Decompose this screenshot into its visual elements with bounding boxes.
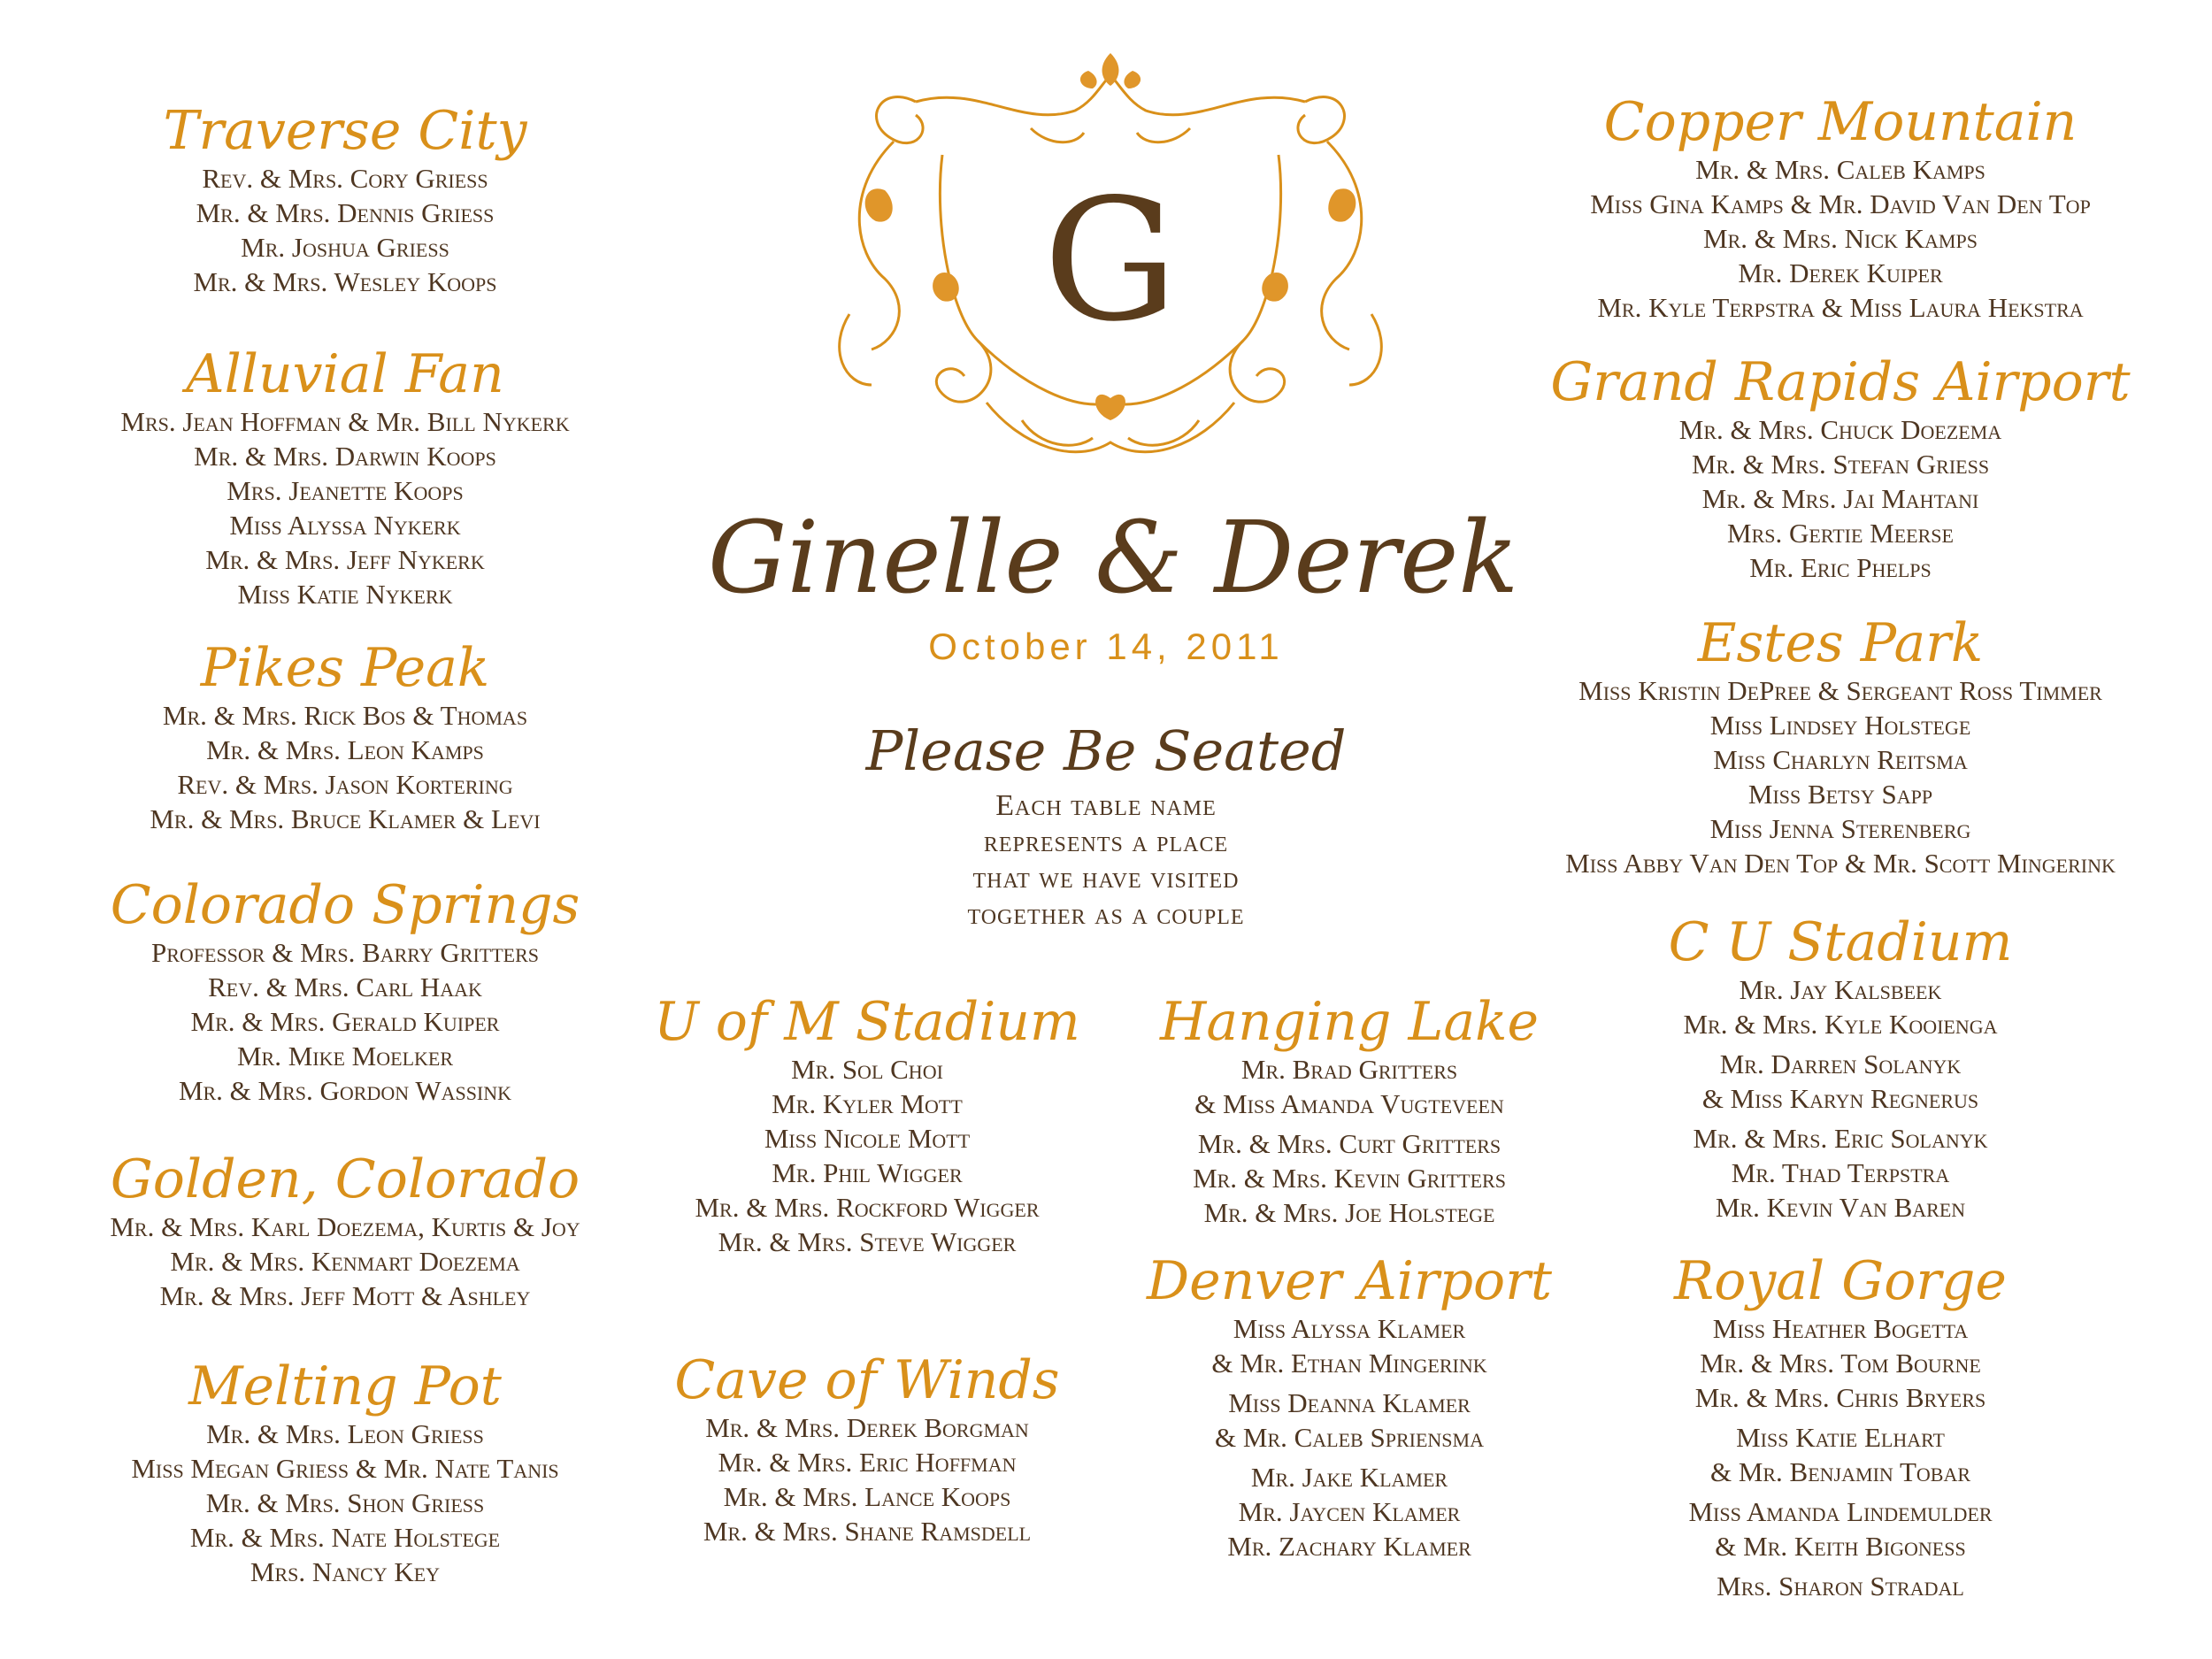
table-name: Pikes Peak — [200, 637, 490, 699]
guest: Mrs. Nancy Key — [250, 1556, 441, 1587]
guest: & Mr. Benjamin Tobar — [1709, 1456, 1971, 1487]
guest: Mr. & Mrs. Nate Holstege — [189, 1522, 501, 1553]
table-name: Melting Pot — [188, 1356, 502, 1417]
guest: Mr. Darren Solanyk — [1719, 1048, 1962, 1079]
guest: Mr. & Mrs. Jeff Nykerk — [205, 544, 485, 575]
guest: Mr. Phil Wigger — [772, 1157, 963, 1188]
guest: Miss Kristin DePree & Sergeant Ross Timmer — [1578, 675, 2102, 706]
table-c-u-stadium — [1504, 911, 2177, 1225]
guest: Mr. & Mrs. Dennis Griess — [196, 197, 495, 228]
table-name: Denver Airport — [1147, 1250, 1552, 1312]
guest: Mr. & Mrs. Stefan Griess — [1691, 449, 1990, 480]
guest: Mr. Derek Kuiper — [1738, 257, 1943, 288]
intro-line: that we have visited — [972, 862, 1240, 895]
table-colorado-springs — [35, 874, 655, 1108]
guest: Mr. & Mrs. Gordon Wassink — [178, 1075, 512, 1106]
guest: Mr. & Mrs. Shon Griess — [205, 1487, 485, 1518]
guest: Miss Gina Kamps & Mr. David Van Den Top — [1590, 188, 2091, 219]
guest: Miss Deanna Klamer — [1228, 1387, 1471, 1418]
guest: Mr. Jake Klamer — [1250, 1462, 1448, 1493]
guest: Miss Charlyn Reitsma — [1713, 744, 1968, 775]
guest: Mr. & Mrs. Wesley Koops — [193, 266, 497, 297]
table-name: U of M Stadium — [654, 991, 1080, 1053]
table-name: Traverse City — [163, 100, 527, 162]
guest: Miss Alyssa Nykerk — [229, 510, 461, 541]
intro-line: Each table name — [995, 789, 1217, 822]
table-name: Copper Mountain — [1603, 91, 2078, 153]
guest: Mr. & Mrs. Gerald Kuiper — [190, 1006, 500, 1037]
table-u-of-m-stadium — [619, 991, 1115, 1259]
table-cave-of-winds — [619, 1349, 1115, 1548]
guest: Miss Amanda Lindemulder — [1688, 1496, 1993, 1527]
table-name: Royal Gorge — [1674, 1250, 2007, 1312]
monogram-letter: G — [1043, 163, 1178, 358]
guest: Mr. Kyler Mott — [772, 1088, 963, 1119]
guest: Mr. & Mrs. Darwin Koops — [194, 441, 496, 472]
guest: Miss Betsy Sapp — [1747, 779, 1933, 810]
guest: Mr. Kevin Van Baren — [1715, 1192, 1966, 1223]
table-name: Golden, Colorado — [110, 1148, 580, 1210]
guest: Mr. Joshua Griess — [241, 232, 449, 263]
table-name: C U Stadium — [1668, 911, 2013, 973]
guest: Mr. & Mrs. Bruce Klamer & Levi — [150, 803, 541, 834]
intro-line: represents a place — [983, 826, 1229, 858]
guest: Mrs. Gertie Meerse — [1727, 518, 1954, 549]
guest: Miss Abby Van Den Top & Mr. Scott Mingerink — [1565, 848, 2116, 879]
table-alluvial-fan — [35, 343, 655, 611]
guest: & Miss Karyn Regnerus — [1701, 1083, 1979, 1114]
table-name: Alluvial Fan — [186, 343, 504, 405]
guest: Professor & Mrs. Barry Gritters — [150, 937, 540, 968]
table-estes-park — [1504, 612, 2177, 880]
guest: Mr. & Mrs. Lance Koops — [723, 1481, 1011, 1512]
wedding-date: October 14, 2011 — [928, 626, 1284, 667]
guest: Rev. & Mrs. Cory Griess — [202, 163, 488, 194]
guest: & Mr. Keith Bigoness — [1715, 1531, 1966, 1562]
table-copper-mountain — [1504, 91, 2177, 325]
guest: Miss Nicole Mott — [764, 1123, 971, 1154]
guest: Mr. Jaycen Klamer — [1238, 1496, 1461, 1527]
guest: Mrs. Jeanette Koops — [227, 475, 464, 506]
table-grand-rapids-airport — [1504, 351, 2177, 585]
guest: Miss Alyssa Klamer — [1233, 1313, 1466, 1344]
guest: Miss Katie Elhart — [1736, 1422, 1945, 1453]
guest: Mr. Mike Moelker — [236, 1041, 454, 1071]
table-golden-colorado — [35, 1148, 655, 1313]
couple-names: Ginelle & Derek — [708, 501, 1519, 616]
guest: Mr. & Mrs. Nick Kamps — [1703, 223, 1978, 254]
guest: Mr. & Mrs. Joe Holstege — [1203, 1197, 1495, 1228]
guest: Mr. & Mrs. Leon Griess — [206, 1418, 484, 1449]
table-melting-pot — [35, 1356, 655, 1589]
guest: Mr. Kyle Terpstra & Miss Laura Hekstra — [1597, 292, 2084, 323]
guest: Mr. & Mrs. Jai Mahtani — [1701, 483, 1979, 514]
guest: Miss Megan Griess & Mr. Nate Tanis — [131, 1453, 559, 1484]
guest: Mr. & Mrs. Tom Bourne — [1700, 1348, 1981, 1379]
intro-line: together as a couple — [967, 898, 1245, 931]
table-name: Hanging Lake — [1160, 991, 1539, 1053]
guest: Mr. & Mrs. Jeff Mott & Ashley — [159, 1280, 531, 1311]
guest: Mr. & Mrs. Kenmart Doezema — [170, 1246, 520, 1277]
guest: Rev. & Mrs. Jason Kortering — [177, 769, 513, 800]
guest: Mrs. Sharon Stradal — [1717, 1571, 1964, 1601]
guest: & Mr. Caleb Spriensma — [1215, 1422, 1484, 1453]
guest: Mr. Jay Kalsbeek — [1739, 974, 1942, 1005]
guest: Mr. Sol Choi — [791, 1054, 943, 1085]
guest: Mr. & Mrs. Eric Solanyk — [1693, 1123, 1988, 1154]
guest: & Mr. Ethan Mingerink — [1211, 1348, 1487, 1379]
guest: Mr. & Mrs. Leon Kamps — [206, 734, 484, 765]
guest: Mr. & Mrs. Steve Wigger — [718, 1226, 1017, 1257]
guest: Mr. & Mrs. Rick Bos & Thomas — [162, 700, 528, 731]
table-royal-gorge — [1504, 1250, 2177, 1603]
guest: Mr. & Mrs. Eric Hoffman — [718, 1447, 1017, 1478]
table-name: Colorado Springs — [110, 874, 580, 936]
seating-intro — [796, 718, 1416, 933]
guest: Miss Jenna Sterenberg — [1709, 813, 1971, 844]
guest: Mr. & Mrs. Shane Ramsdell — [703, 1516, 1032, 1547]
guest: & Miss Amanda Vugteveen — [1194, 1088, 1504, 1119]
guest: Mr. Eric Phelps — [1749, 552, 1932, 583]
guest: Mr. & Mrs. Curt Gritters — [1197, 1128, 1502, 1159]
guest: Mr. & Mrs. Derek Borgman — [705, 1412, 1029, 1443]
table-traverse-city — [35, 100, 655, 299]
guest: Mr. Zachary Klamer — [1227, 1531, 1471, 1562]
intro-title: Please Be Seated — [865, 718, 1347, 783]
table-name: Cave of Winds — [674, 1349, 1060, 1411]
table-name: Estes Park — [1697, 612, 1984, 674]
table-pikes-peak — [35, 637, 655, 836]
guest: Mr. Thad Terpstra — [1731, 1157, 1950, 1188]
guest: Mrs. Jean Hoffman & Mr. Bill Nykerk — [120, 406, 570, 437]
guest: Mr. & Mrs. Caleb Kamps — [1695, 154, 1985, 185]
table-name: Grand Rapids Airport — [1550, 351, 2131, 413]
guest: Mr. & Mrs. Chris Bryers — [1694, 1382, 1986, 1413]
guest: Miss Heather Bogetta — [1712, 1313, 1969, 1344]
guest: Mr. & Mrs. Chuck Doezema — [1678, 414, 2002, 445]
guest: Rev. & Mrs. Carl Haak — [208, 972, 482, 1002]
guest: Miss Lindsey Holstege — [1709, 710, 1971, 741]
guest: Mr. & Mrs. Kevin Gritters — [1193, 1163, 1506, 1194]
guest: Mr. & Mrs. Kyle Kooienga — [1683, 1009, 1998, 1040]
guest: Mr. & Mrs. Rockford Wigger — [695, 1192, 1040, 1223]
guest: Miss Katie Nykerk — [237, 579, 453, 610]
guest: Mr. Brad Gritters — [1240, 1054, 1458, 1085]
guest: Mr. & Mrs. Karl Doezema, Kurtis & Joy — [110, 1211, 580, 1242]
